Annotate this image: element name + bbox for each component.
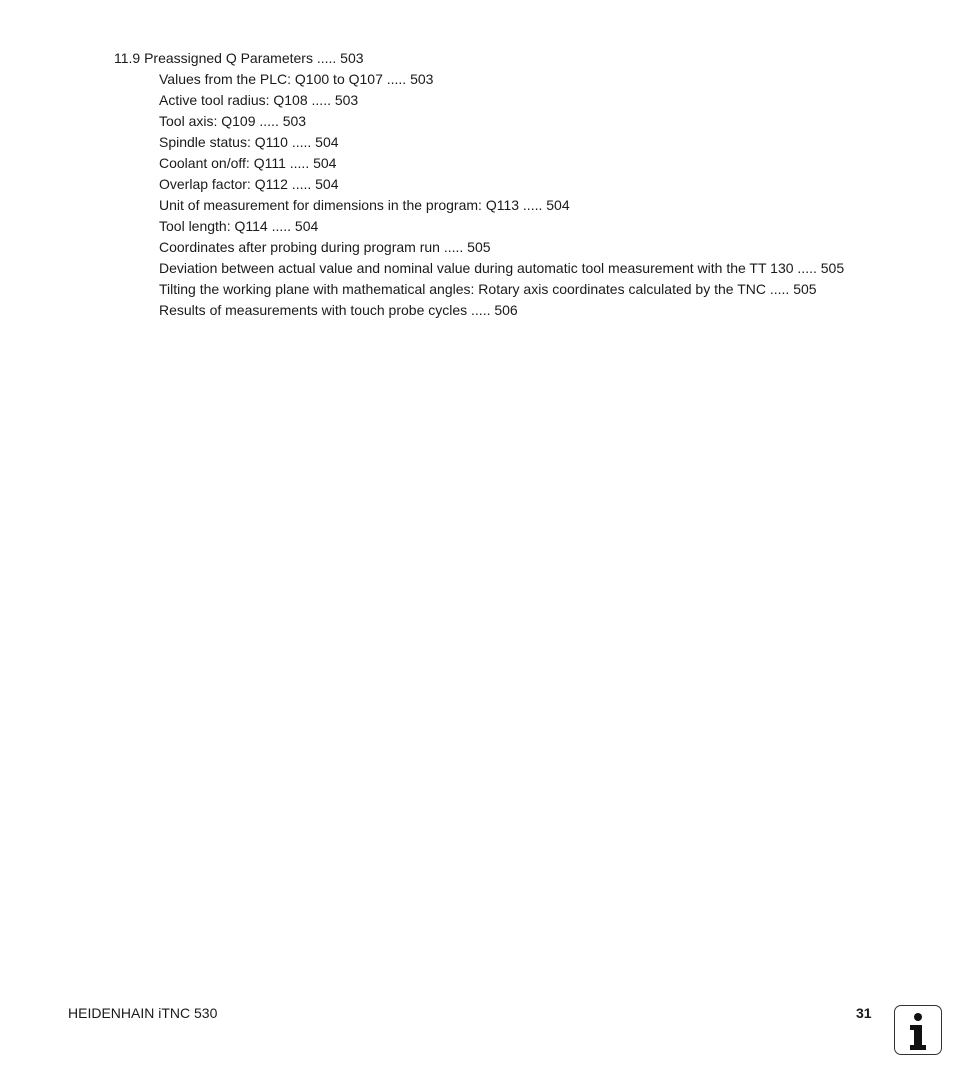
toc-section-heading[interactable]: 11.9 Preassigned Q Parameters ..... 503 [114,50,364,66]
toc-entry[interactable]: Spindle status: Q110 ..... 504 [159,134,339,150]
toc-entry[interactable]: Coordinates after probing during program run ..... 505 [159,239,491,255]
toc-entry[interactable]: Coolant on/off: Q111 ..... 504 [159,155,337,171]
toc-entry[interactable]: Tool axis: Q109 ..... 503 [159,113,307,129]
toc-entry[interactable]: Deviation between actual value and nominal value during automatic tool measurement with the TT 130 ..... 505 [159,260,845,276]
page-number: 31 [856,1005,872,1021]
info-icon [894,1005,942,1055]
toc-entry[interactable]: Overlap factor: Q112 ..... 504 [159,176,339,192]
footer-product-name: HEIDENHAIN iTNC 530 [68,1005,218,1021]
toc-entry[interactable]: Tool length: Q114 ..... 504 [159,218,319,234]
toc-entry[interactable]: Active tool radius: Q108 ..... 503 [159,92,359,108]
toc-entry[interactable]: Results of measurements with touch probe cycles ..... 506 [159,302,518,318]
toc-entry[interactable]: Tilting the working plane with mathematical angles: Rotary axis coordinates calculated by the TNC ..... 505 [159,281,817,297]
toc-entry[interactable]: Values from the PLC: Q100 to Q107 ..... 503 [159,71,434,87]
toc-entry[interactable]: Unit of measurement for dimensions in the program: Q113 ..... 504 [159,197,570,213]
